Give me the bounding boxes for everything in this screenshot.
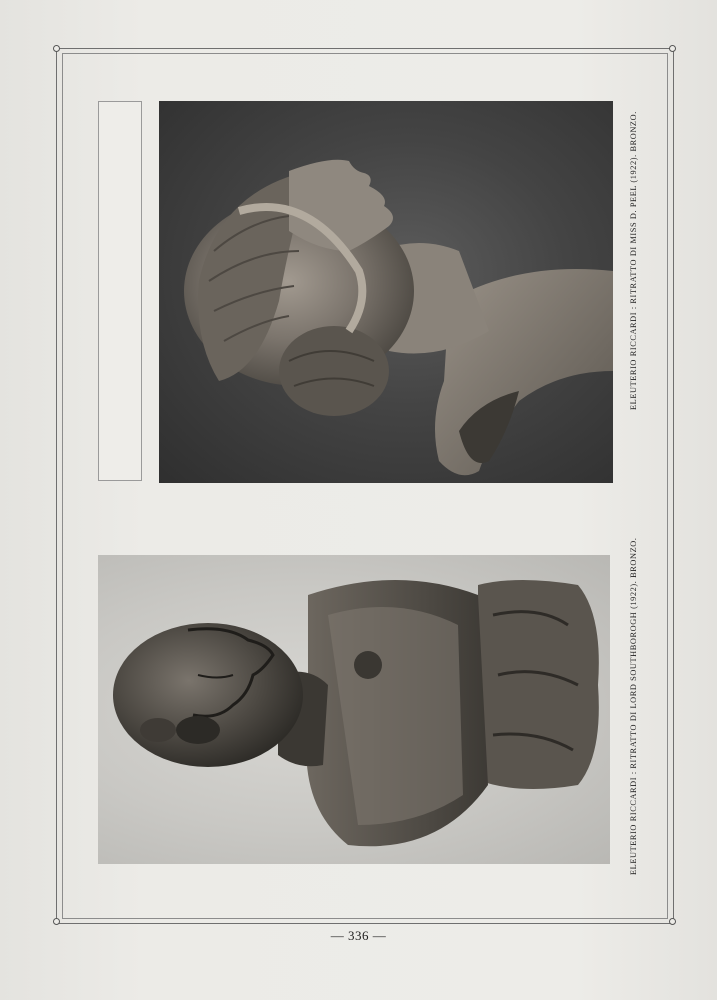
- frame-corner-ornament: [669, 918, 676, 925]
- plate-caption: ELEUTERIO RICCARDI : RITRATTO DI LORD SOUTHBOROGH (1922). BRONZO.: [629, 537, 638, 875]
- bust-man-image: [98, 555, 610, 864]
- plate-photo-lord-southborogh: [98, 555, 610, 864]
- frame-corner-ornament: [53, 45, 60, 52]
- frame-corner-ornament: [53, 918, 60, 925]
- page-number: — 336 —: [330, 928, 387, 943]
- plate-photo-miss-peel: [159, 101, 613, 483]
- bust-woman-image: [159, 101, 613, 483]
- frame-corner-ornament: [669, 45, 676, 52]
- plate-caption: ELEUTERIO RICCARDI : RITRATTO DI MISS D. PEEL (1922). BRONZO.: [629, 111, 638, 410]
- empty-label-box: [98, 101, 142, 481]
